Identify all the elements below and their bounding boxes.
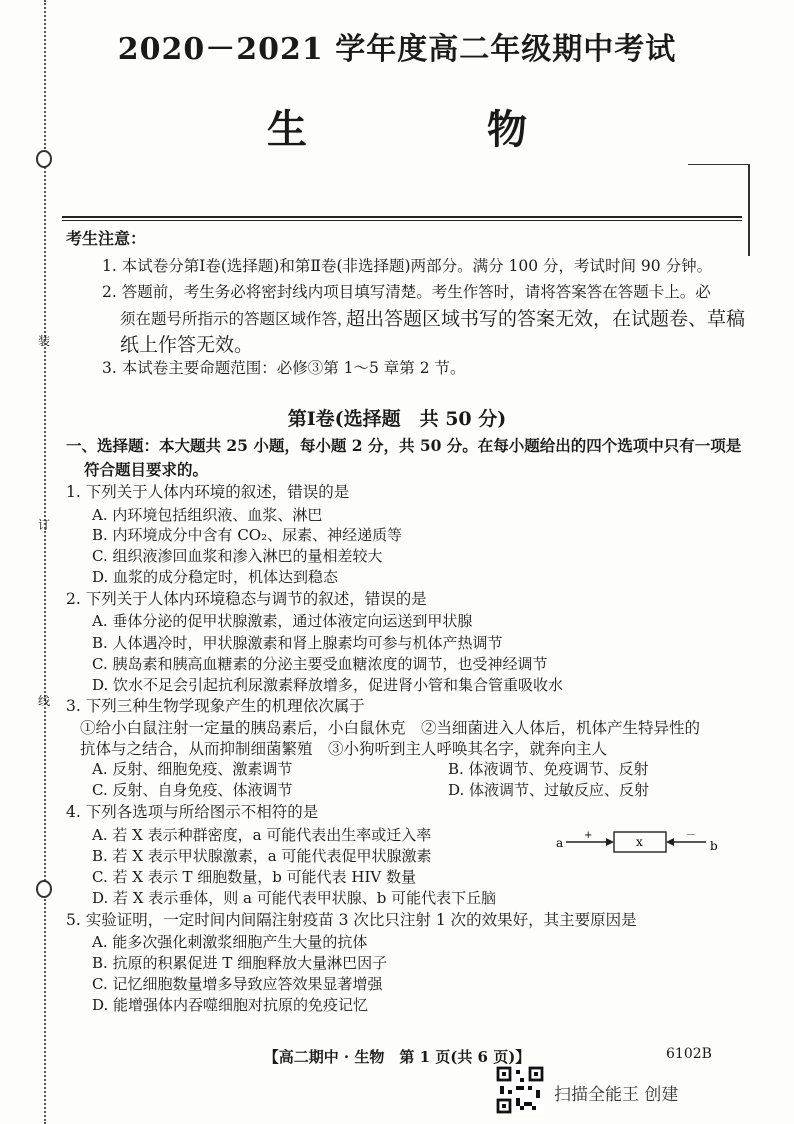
section-title: 第Ⅰ卷(选择题 共 50 分) bbox=[287, 408, 507, 430]
diagram-minus: － bbox=[686, 830, 696, 841]
diagram-label-x: x bbox=[636, 835, 643, 849]
diagram-plus: + bbox=[584, 830, 593, 841]
option: D. 体液调节、过敏反应、反射 bbox=[448, 781, 650, 799]
header-rule bbox=[62, 216, 742, 218]
header-rule bbox=[62, 220, 742, 221]
corner-rule bbox=[748, 164, 750, 256]
option: C. 胰岛素和胰高血糖素的分泌主要受血糖浓度的调节，也受神经调节 bbox=[92, 655, 548, 673]
diagram-label-a: a bbox=[556, 836, 564, 850]
option: C. 记忆细胞数量增多导致应答效果显著增强 bbox=[92, 975, 383, 993]
binding-mark: 线 bbox=[38, 694, 51, 708]
exam-title: 2020－2021 学年度高二年级期中考试 bbox=[117, 32, 677, 67]
option: B. 抗原的积累促进 T 细胞释放大量淋巴因子 bbox=[92, 954, 388, 972]
section-instruction: 符合题目要求的。 bbox=[84, 460, 209, 479]
question-stem: 5. 实验证明，一定时间内间隔注射疫苗 3 次比只注射 1 次的效果好，其主要原因是 bbox=[66, 911, 637, 929]
notice-item: 须在题号所指示的答题区域作答， bbox=[120, 310, 353, 328]
section-instruction: 一、选择题：本大题共 25 小题，每小题 2 分，共 50 分。在每小题给出的四个选项中只有一项是 bbox=[66, 436, 742, 455]
option: B. 内环境成分中含有 CO₂、尿素、神经递质等 bbox=[92, 526, 403, 544]
option: D. 血浆的成分稳定时，机体达到稳态 bbox=[92, 568, 339, 586]
binding-mark: 订 bbox=[38, 518, 51, 532]
question-stem: 抗体与之结合，从而抑制细菌繁殖 ③小狗听到主人呼唤其名字，就奔向主人 bbox=[80, 740, 608, 758]
option: A. 反射、细胞免疫、激素调节 bbox=[92, 760, 293, 778]
paper-code: 6102B bbox=[666, 1046, 712, 1062]
binding-line bbox=[44, 0, 46, 1124]
regulation-diagram bbox=[556, 830, 726, 856]
option: A. 内环境包括组织液、血浆、淋巴 bbox=[92, 506, 323, 524]
option: C. 组织液渗回血浆和渗入淋巴的量相差较大 bbox=[92, 547, 383, 565]
arrow-head bbox=[666, 838, 674, 846]
option: A. 能多次强化刺激浆细胞产生大量的抗体 bbox=[92, 933, 368, 951]
notice-item: 1. 本试卷分第Ⅰ卷(选择题)和第Ⅱ卷(非选择题)两部分。满分 100 分，考试时间 90 分钟。 bbox=[102, 257, 713, 275]
notice-emphasis: 纸上作答无效。 bbox=[120, 334, 254, 356]
binding-mark: 装 bbox=[38, 334, 51, 348]
option: D. 能增强体内吞噬细胞对抗原的免疫记忆 bbox=[92, 996, 369, 1014]
question-stem: 3. 下列三种生物学现象产生的机理依次属于 bbox=[66, 697, 365, 715]
notice-label: 考生注意： bbox=[66, 229, 147, 248]
option: A. 垂体分泌的促甲状腺激素，通过体液定向运送到甲状腺 bbox=[92, 612, 473, 630]
question-stem: 2. 下列关于人体内环境稳态与调节的叙述，错误的是 bbox=[66, 590, 427, 608]
option: D. 饮水不足会引起抗利尿激素释放增多，促进肾小管和集合管重吸收水 bbox=[92, 676, 564, 694]
option: D. 若 X 表示垂体，则 a 可能代表甲状腺、b 可能代表下丘脑 bbox=[92, 889, 497, 907]
question-stem: ①给小白鼠注射一定量的胰岛素后，小白鼠休克 ②当细菌进入人体后，机体产生特异性的 bbox=[80, 719, 701, 737]
notice-item: 2. 答题前，考生务必将密封线内项目填写清楚。考生作答时，请将答案答在答题卡上。必 bbox=[102, 283, 711, 301]
option: C. 反射、自身免疫、体液调节 bbox=[92, 781, 293, 799]
option: B. 若 X 表示甲状腺激素，a 可能代表促甲状腺激素 bbox=[92, 847, 432, 865]
exam-subject: 生 物 bbox=[267, 106, 597, 153]
diagram-label-b: b bbox=[710, 839, 718, 853]
question-stem: 4. 下列各选项与所给图示不相符的是 bbox=[66, 803, 319, 821]
binding-hole bbox=[36, 880, 52, 898]
notice-item: 3. 本试卷主要命题范围：必修③第 1～5 章第 2 节。 bbox=[102, 359, 466, 377]
page-footer: 【高二期中 · 生物 第 1 页(共 6 页)】 bbox=[263, 1048, 531, 1066]
question-stem: 1. 下列关于人体内环境的叙述，错误的是 bbox=[66, 483, 350, 501]
option: B. 人体遇冷时，甲状腺激素和肾上腺素均可参与机体产热调节 bbox=[92, 634, 503, 652]
notice-emphasis: 超出答题区域书写的答案无效，在试题卷、草稿 bbox=[346, 308, 746, 330]
scanner-label: 扫描全能王 创建 bbox=[554, 1085, 679, 1105]
corner-rule bbox=[688, 164, 750, 165]
option: B. 体液调节、免疫调节、反射 bbox=[448, 760, 649, 778]
arrow-head bbox=[606, 838, 614, 846]
option: C. 若 X 表示 T 细胞数量，b 可能代表 HIV 数量 bbox=[92, 868, 416, 886]
option: A. 若 X 表示种群密度，a 可能代表出生率或迁入率 bbox=[92, 826, 432, 844]
qr-code-icon bbox=[496, 1066, 544, 1114]
